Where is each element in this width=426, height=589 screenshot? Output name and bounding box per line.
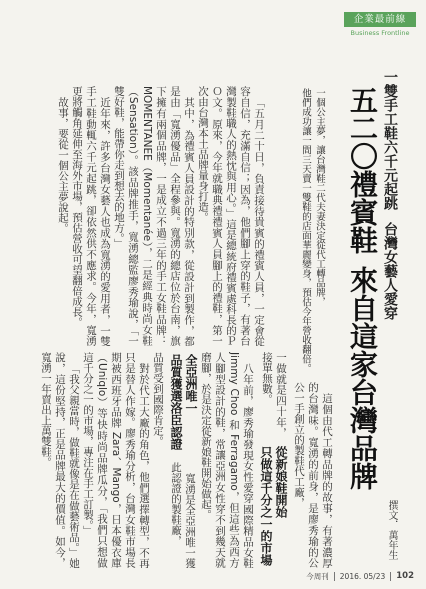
lower-body-segment-5 — [18, 352, 165, 568]
section-tag: 企業最前線 — [344, 12, 416, 27]
intro-body — [18, 86, 266, 346]
subheading-bridal-shoes — [258, 446, 288, 568]
subheading-line-1: 從新娘鞋開始 — [274, 446, 288, 518]
section-tag-english: Business Frontline — [350, 29, 410, 37]
article-deck — [296, 88, 326, 378]
deck-line-2: 他們成功讓一間三天賣一雙鞋的店面華麗變身，預估今年營收翻倍。 — [300, 88, 311, 373]
page-footer — [301, 571, 414, 582]
lower-body-segment-3 — [199, 352, 255, 568]
issue-date: 2016. 05/23 — [334, 572, 390, 581]
title-part-1: 五二〇禮賓鞋 — [346, 86, 379, 254]
body-paragraph: 八年前，廖秀瑜發現女性愛穿國際精品女鞋 Jimmy Choo 和 Ferragamo，但這些為西方人腳型設計的鞋，常讓亞洲女性穿不到幾天就磨腳，於是決定從新娘鞋開始做起。 — [200, 352, 254, 568]
magazine-name: 今周刊 — [306, 572, 329, 581]
body-paragraph: 其中，為禮賓人員設計的特別款，從設計到製作，都是由「寬湧優品」全程參與。寬湧的總店位於台南，旗下擁有兩個品牌，一是成立不過三年的手工女鞋品牌：MOMENTANEE（Momentanée），二是經典時尚女鞋（Sensation）。該品牌推手，寬湧總監廖秀瑜說，「一雙好鞋，能帶你走到想去的地方。」 — [113, 86, 195, 346]
body-paragraph: 一做就是四十年，接單無數。 — [261, 352, 287, 438]
body-paragraph: 故事，要從一個公主夢說起。 — [57, 96, 69, 233]
article-title — [345, 86, 379, 506]
subheading-line-2: 只做這千分之一的市場 — [259, 446, 273, 566]
kicker-part-2: 台灣女藝人愛穿 — [382, 222, 398, 320]
subheading-line-1: 全亞洲唯一 — [184, 354, 198, 414]
kicker-part-1: 一雙手工鞋六千元起跳 — [382, 70, 398, 210]
body-paragraph: 這個由代工轉品牌的故事，有著濃厚的台灣味。寬湧的前身，是廖秀瑜的公公一手創立的製鞋代工廠， — [293, 382, 333, 568]
subheading-asia-only — [168, 354, 198, 454]
article-kicker — [381, 70, 399, 360]
byline: 撰文．萬年生 — [386, 500, 397, 560]
body-paragraph: 品質受到國際肯定。 — [152, 352, 164, 447]
lower-body-segment-2 — [259, 352, 288, 438]
deck-line-1: 一個公主夢，讓台灣鞋二代夫妻決定從代工轉品牌， — [314, 88, 325, 307]
body-paragraph: 「五月二十日，負責接待貴賓的禮賓人員，一定會從容自信，充滿自信；因為，他們腳上穿的鞋子，有著台灣製鞋職人的熱忱與用心。」這是總統府禮賓處科長的ＰＯ文。原來，今年就職典禮禮賓人員腳上的禮鞋，第一次由台灣本土品牌量身打造。 — [197, 86, 265, 346]
title-part-2: 來自這家台灣品牌 — [346, 266, 379, 490]
body-paragraph: 「我父親當時，做鞋就像是在做藝術品。」她說，這份堅持，正是品牌最大的價值。如今，寬湧一年賣出上萬雙鞋。 — [40, 352, 80, 568]
page-number: 102 — [390, 572, 414, 581]
lower-body-segment-1 — [291, 382, 334, 568]
subheading-line-2: 品質獲選洛臣認證 — [169, 354, 183, 450]
body-paragraph: 對於代工大廠的角色，他們選擇轉型，不再只是替人作嫁。廖秀瑜分析，台灣女鞋市場長期被西班牙品牌 Zara、Mango，日本優衣庫（Uniqlo）等快時尚品牌瓜分，「我們只想做這千分之一的市場，專注在手工訂製。」 — [82, 352, 150, 568]
body-paragraph: 寬湧是全亞洲唯一獲此認證的製鞋廠， — [170, 462, 196, 568]
lower-body-segment-4 — [169, 462, 197, 568]
body-paragraph: 近年來，許多台灣女藝人也成為寬湧的愛用者，一雙手工鞋動輒六千元起跳，卻依然供不應求。今年，寬湧更將觸角延伸至海外市場，預估營收可望翻倍成長。 — [71, 86, 111, 346]
